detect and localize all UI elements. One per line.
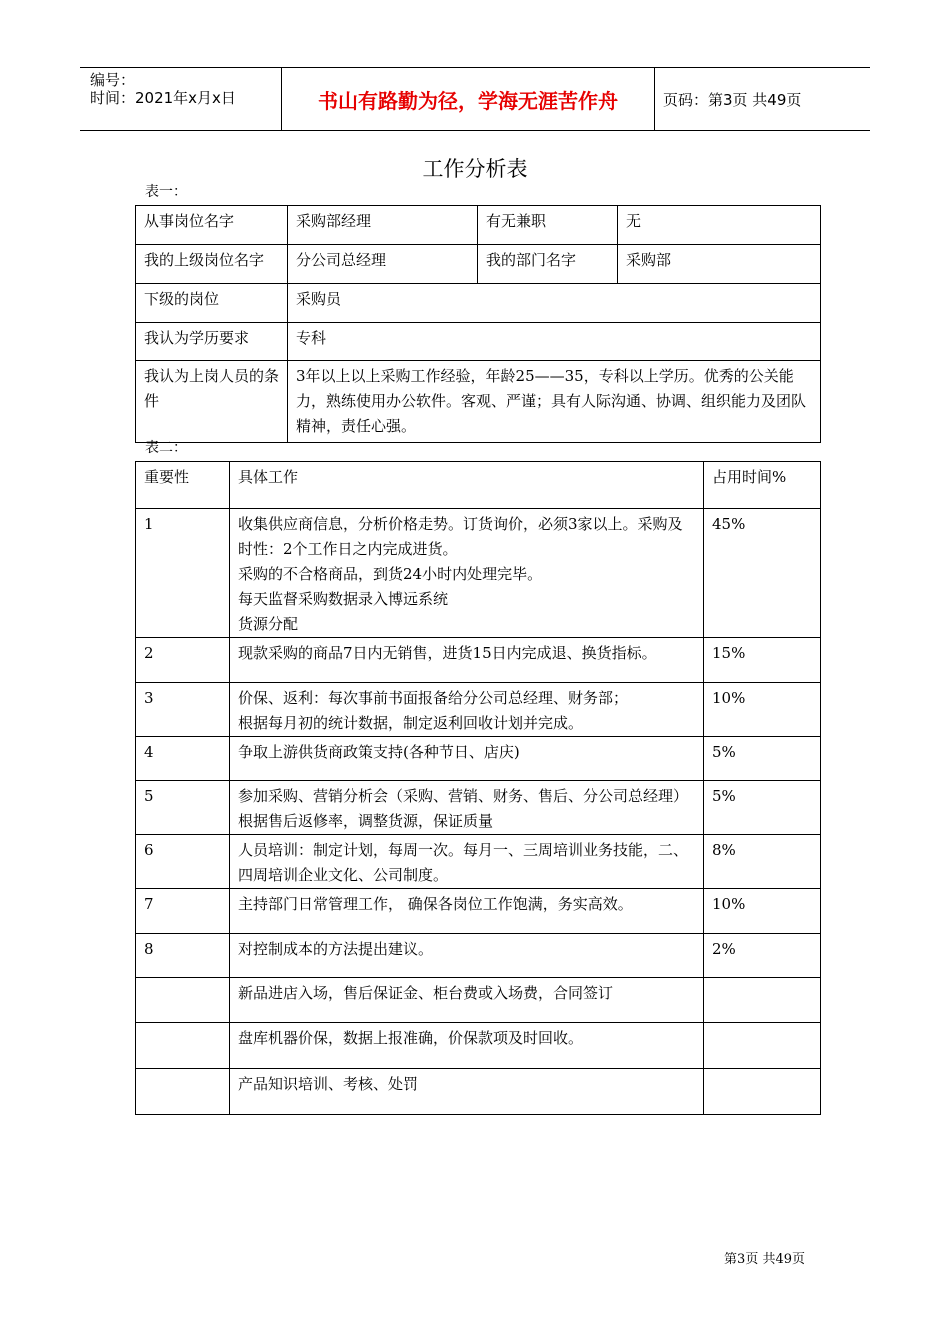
table2-caption: 表二： [145,440,187,456]
table-header-row [136,462,821,509]
table-cell: 收集供应商信息，分析价格走势。订货询价，必须3家以上。采购及时性：2个工作日之内完成进货。 采购的不合格商品，到货24小时内处理完毕。 每天监督采购数据录入博远系统 货源分配 [230,509,704,638]
table-cell: 5 [136,781,230,835]
table-row [136,509,821,638]
table-cell: 我认为上岗人员的条件 [136,361,288,443]
table-cell: 专科 [288,323,821,361]
table-cell: 下级的岗位 [136,284,288,323]
table-cell: 4 [136,737,230,781]
table-cell: 现款采购的商品7日内无销售，进货15日内完成退、换货指标。 [230,638,704,683]
job-info-table [135,205,821,443]
table-row [136,978,821,1023]
number-label: 编号： [90,71,136,89]
table-cell: 有无兼职 [478,206,618,245]
table-cell: 分公司总经理 [288,245,478,284]
table-cell: 我的部门名字 [478,245,618,284]
table-cell: 7 [136,889,230,934]
table-cell: 采购部经理 [288,206,478,245]
table-cell: 对控制成本的方法提出建议。 [230,934,704,978]
table-row [136,361,821,443]
motto: 书山有路勤为径，学海无涯苦作舟 [281,68,655,130]
column-header: 具体工作 [230,462,704,509]
date-label: 时间：2021年x月x日 [90,89,236,107]
table-row [136,683,821,737]
table-cell: 6 [136,835,230,889]
column-header: 占用时间% [704,462,821,509]
table-cell: 主持部门日常管理工作， 确保各岗位工作饱满，务实高效。 [230,889,704,934]
table-row [136,889,821,934]
header-meta [90,71,280,107]
table-cell: 我的上级岗位名字 [136,245,288,284]
table-cell: 45% [704,509,821,638]
table-cell [136,1023,230,1069]
table-row [136,1023,821,1069]
table-cell [704,978,821,1023]
table-row [136,638,821,683]
table-cell: 3 [136,683,230,737]
table-cell: 2% [704,934,821,978]
table-cell: 2 [136,638,230,683]
table-cell: 15% [704,638,821,683]
table-row [136,737,821,781]
table-cell: 10% [704,889,821,934]
table-cell: 8 [136,934,230,978]
table-row [136,323,821,361]
page-header [80,67,870,131]
table-cell [136,1069,230,1115]
table-row [136,781,821,835]
table-cell: 3年以上以上采购工作经验，年龄25——35，专科以上学历。优秀的公关能力，熟练使用办公软件。客观、严谨；具有人际沟通、协调、组织能力及团队精神，责任心强。 [288,361,821,443]
header-page-label: 页码：第3页 共49页 [663,90,802,109]
table-cell: 争取上游供货商政策支持(各种节日、店庆) [230,737,704,781]
page-footer: 第3页 共49页 [724,1252,805,1267]
document-title: 工作分析表 [422,157,528,181]
table-cell: 无 [618,206,821,245]
table-cell: 新品进店入场，售后保证金、柜台费或入场费，合同签订 [230,978,704,1023]
table-row [136,934,821,978]
column-header: 重要性 [136,462,230,509]
table-cell: 从事岗位名字 [136,206,288,245]
table-cell: 8% [704,835,821,889]
table-row [136,284,821,323]
table-cell: 5% [704,781,821,835]
table-row [136,1069,821,1115]
table-cell [136,978,230,1023]
table-cell: 参加采购、营销分析会（采购、营销、财务、售后、分公司总经理）根据售后返修率，调整货源，保证质量 [230,781,704,835]
table-cell: 产品知识培训、考核、处罚 [230,1069,704,1115]
duties-table [135,461,821,1115]
table-cell [704,1023,821,1069]
table-cell: 1 [136,509,230,638]
table-cell: 盘库机器价保，数据上报准确，价保款项及时回收。 [230,1023,704,1069]
table-cell: 采购部 [618,245,821,284]
table-cell: 价保、返利：每次事前书面报备给分公司总经理、财务部； 根据每月初的统计数据，制定返利回收计划并完成。 [230,683,704,737]
table1-caption: 表一： [145,184,187,200]
table-cell: 采购员 [288,284,821,323]
table-cell: 我认为学历要求 [136,323,288,361]
table-cell: 10% [704,683,821,737]
table-row [136,245,821,284]
table-cell: 人员培训：制定计划，每周一次。每月一、三周培训业务技能，二、四周培训企业文化、公司制度。 [230,835,704,889]
table-row [136,206,821,245]
table-cell [704,1069,821,1115]
table-cell: 5% [704,737,821,781]
table-row [136,835,821,889]
